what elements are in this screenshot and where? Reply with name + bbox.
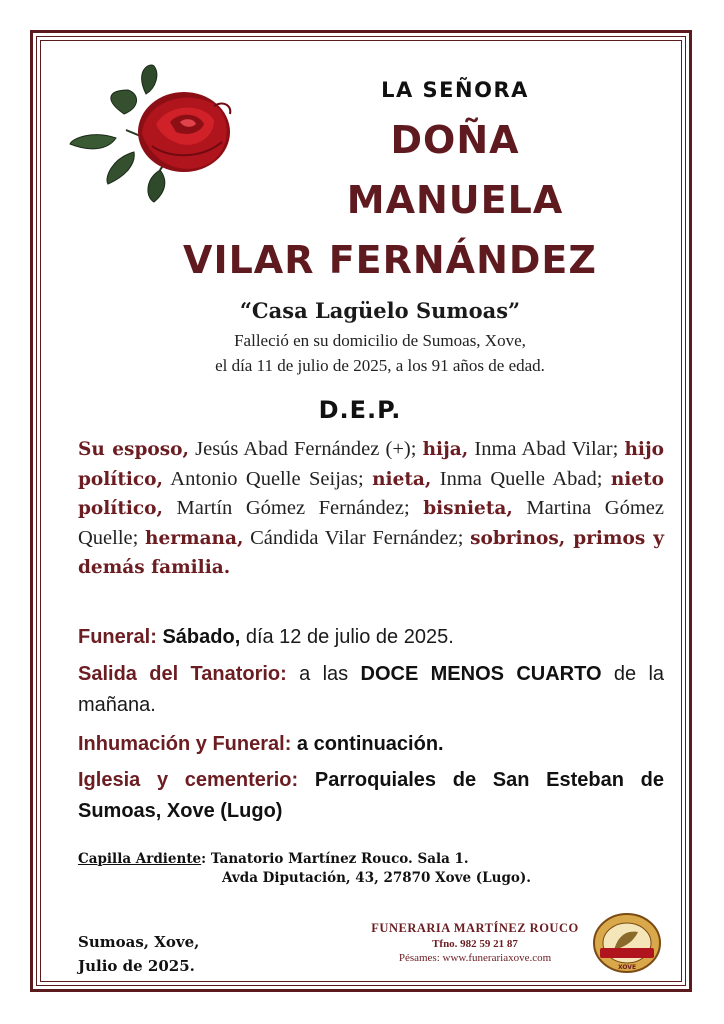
name-line-2: MANUELA — [346, 178, 564, 222]
church-label: Iglesia y cementerio: — [78, 769, 299, 791]
burial-label: Inhumación y Funeral: — [78, 733, 292, 755]
funeral-label: Funeral: — [78, 626, 157, 648]
relation-label: sobrinos, primos y demás familia. — [78, 527, 665, 579]
death-notice-line-1: Falleció en su domicilio de Sumoas, Xove, — [234, 331, 526, 350]
relative-names: Jesús Abad Fernández (+); — [188, 438, 423, 460]
house-name: “Casa Lagüelo Sumoas” — [239, 298, 521, 323]
rose-icon — [64, 60, 236, 206]
place: Sumoas, Xove, — [78, 933, 200, 951]
relation-label: bisnieta, — [423, 498, 513, 520]
relative-names: Inma Quelle Abad; — [431, 467, 611, 490]
relation-label: nieto político, — [78, 468, 664, 520]
funeral-home-info — [360, 921, 590, 964]
funeral-line — [78, 622, 664, 653]
chapel-address: Avda Diputación, 43, 27870 Xove (Lugo). — [222, 870, 531, 886]
dep-heading: D.E.P. — [318, 396, 402, 424]
departure-pre: a las — [286, 663, 361, 685]
burial-value: a continuación. — [291, 733, 444, 755]
funeral-home-phone: Tfno. 982 59 21 87 — [432, 938, 518, 950]
relation-label: Su esposo, — [78, 439, 189, 460]
chapel-line-1 — [78, 848, 469, 870]
church-value: Parroquiales de San Esteban de Sumoas, Xove (Lugo) — [78, 769, 664, 822]
chapel-location: : Tanatorio Martínez Rouco. Sala 1. — [201, 851, 469, 867]
relation-label: hija, — [422, 439, 469, 460]
relative-names: Inma Abad Vilar; — [468, 438, 625, 460]
departure-time: DOCE MENOS CUARTO — [360, 663, 602, 685]
church-line — [78, 765, 664, 827]
relation-label: hijo político, — [78, 439, 664, 490]
title-label: LA SEÑORA — [381, 78, 529, 102]
death-notice-line-2: el día 11 de julio de 2025, a los 91 años de edad. — [215, 356, 545, 375]
chapel-label: Capilla Ardiente — [78, 851, 202, 867]
burial-line — [78, 729, 664, 760]
relative-names: Martina Gómez Quelle; — [78, 497, 664, 549]
name-line-1: DOÑA — [390, 118, 520, 162]
relative-names: Antonio Quelle Seijas; — [162, 467, 373, 490]
date: Julio de 2025. — [78, 957, 195, 975]
funeral-home-seal-icon — [592, 912, 662, 974]
relative-names: Martín Gómez Fernández; — [162, 497, 424, 520]
funeral-date: día 12 de julio de 2025. — [240, 626, 454, 648]
relative-names: Cándida Vilar Fernández; — [243, 526, 471, 549]
relation-label: hermana, — [145, 527, 244, 549]
funeral-home-web: Pésames: www.funerariaxove.com — [398, 952, 552, 964]
funeral-day: Sábado, — [162, 626, 241, 648]
relation-label: nieta, — [372, 468, 432, 490]
place-date — [78, 930, 199, 978]
departure-line — [78, 659, 664, 721]
funeral-home-name: FUNERARIA MARTÍNEZ ROUCO — [371, 921, 579, 935]
departure-label: Salida del Tanatorio: — [78, 663, 287, 685]
name-line-3: VILAR FERNÁNDEZ — [183, 238, 597, 282]
departure-post: de la mañana. — [78, 663, 665, 716]
seal-text: XOVE — [617, 964, 637, 971]
family-paragraph — [78, 435, 664, 583]
